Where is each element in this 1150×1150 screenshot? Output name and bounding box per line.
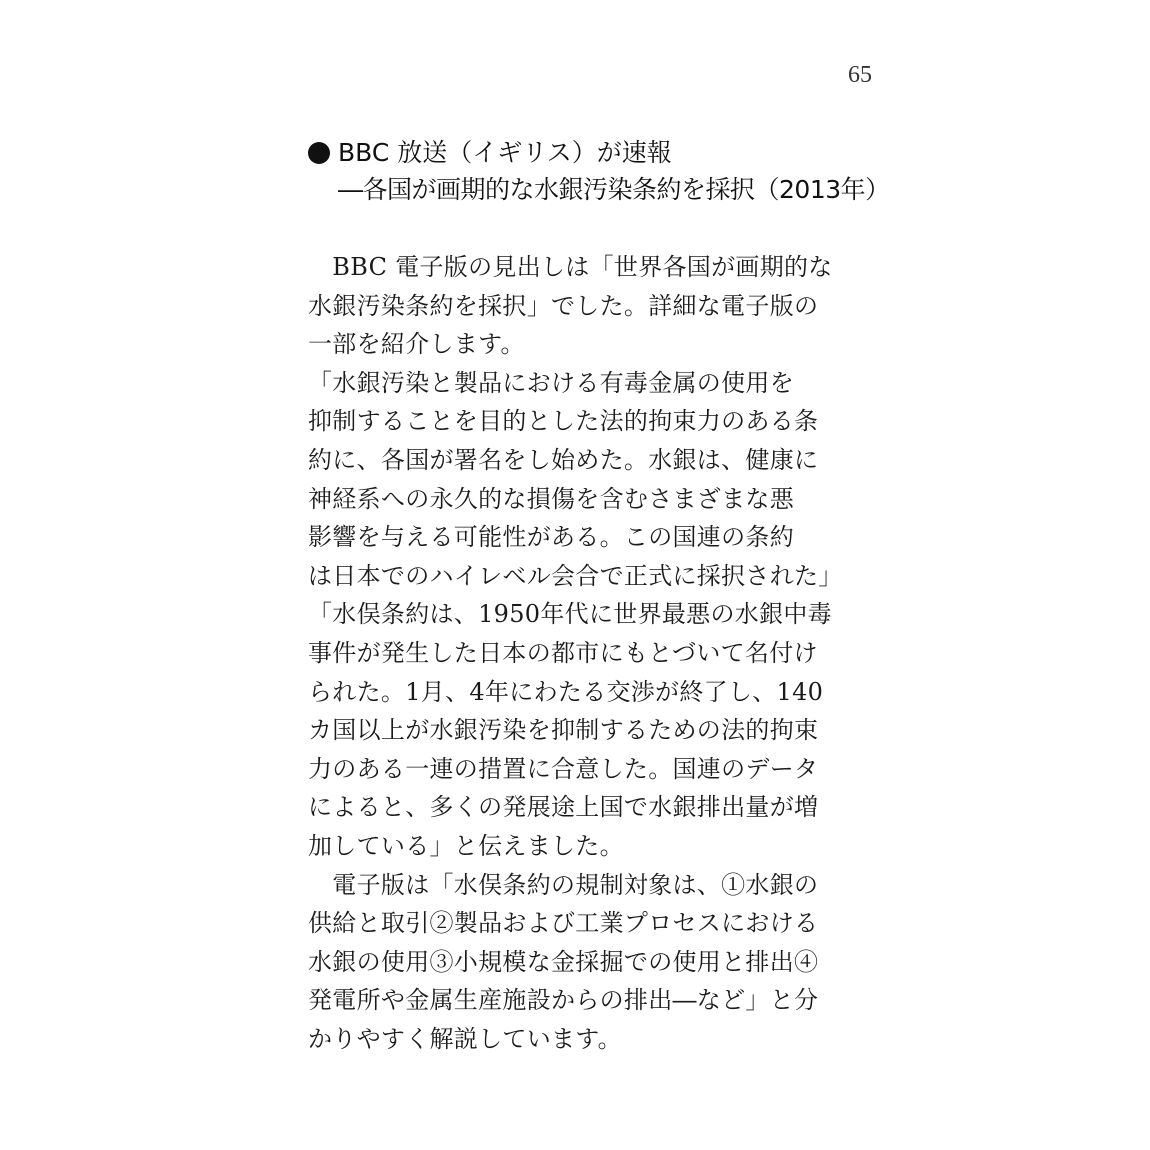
- body-line: 「水俣条約は、1950年代に世界最悪の水銀中毒: [308, 600, 832, 629]
- body-line: によると、多くの発展途上国で水銀排出量が増: [308, 793, 819, 822]
- page-number: 65: [848, 62, 872, 88]
- body-line: 約に、各国が署名をし始めた。水銀は、健康に: [308, 445, 819, 474]
- bullet-icon: [308, 142, 330, 164]
- body-line: 力のある一連の措置に合意した。国連のデータ: [308, 754, 819, 783]
- heading-subtitle: ―各国が画期的な水銀汚染条約を採択（2013年）: [338, 175, 890, 204]
- body-line: 電子版は「水俣条約の規制対象は、①水銀の: [308, 870, 819, 899]
- body-line: 抑制することを目的とした法的拘束力のある条: [308, 407, 819, 436]
- body-line: 「水銀汚染と製品における有毒金属の使用を: [308, 368, 794, 397]
- body-line: 一部を紹介します。: [308, 330, 525, 359]
- heading-title: BBC 放送（イギリス）が速報: [338, 138, 672, 167]
- body-line: 影響を与える可能性がある。この国連の条約: [308, 523, 794, 552]
- body-line: 供給と取引②製品および工業プロセスにおける: [308, 909, 819, 938]
- heading-title-line: [308, 134, 890, 171]
- body-line: 水銀の使用③小規模な金採掘での使用と排出④: [308, 947, 819, 976]
- section-heading: [308, 134, 890, 208]
- body-line: かりやすく解説しています。: [308, 1024, 622, 1053]
- body-line: BBC 電子版の見出しは「世界各国が画期的な: [308, 253, 833, 281]
- body-line: は日本でのハイレベル会合で正式に採択された」: [308, 561, 843, 590]
- body-line: カ国以上が水銀汚染を抑制するための法的拘束: [308, 716, 819, 745]
- body-line: 加している」と伝えました。: [308, 831, 624, 860]
- body-line: られた。1月、4年にわたる交渉が終了し、140: [308, 677, 824, 706]
- body-line: 水銀汚染条約を採択」でした。詳細な電子版の: [308, 291, 819, 320]
- body-line: 発電所や金属生産施設からの排出―など」と分: [308, 986, 819, 1015]
- body-line: 神経系への永久的な損傷を含むさまざまな悪: [308, 484, 794, 513]
- body-text: [308, 248, 848, 1058]
- body-line: 事件が発生した日本の都市にもとづいて名付け: [308, 638, 818, 667]
